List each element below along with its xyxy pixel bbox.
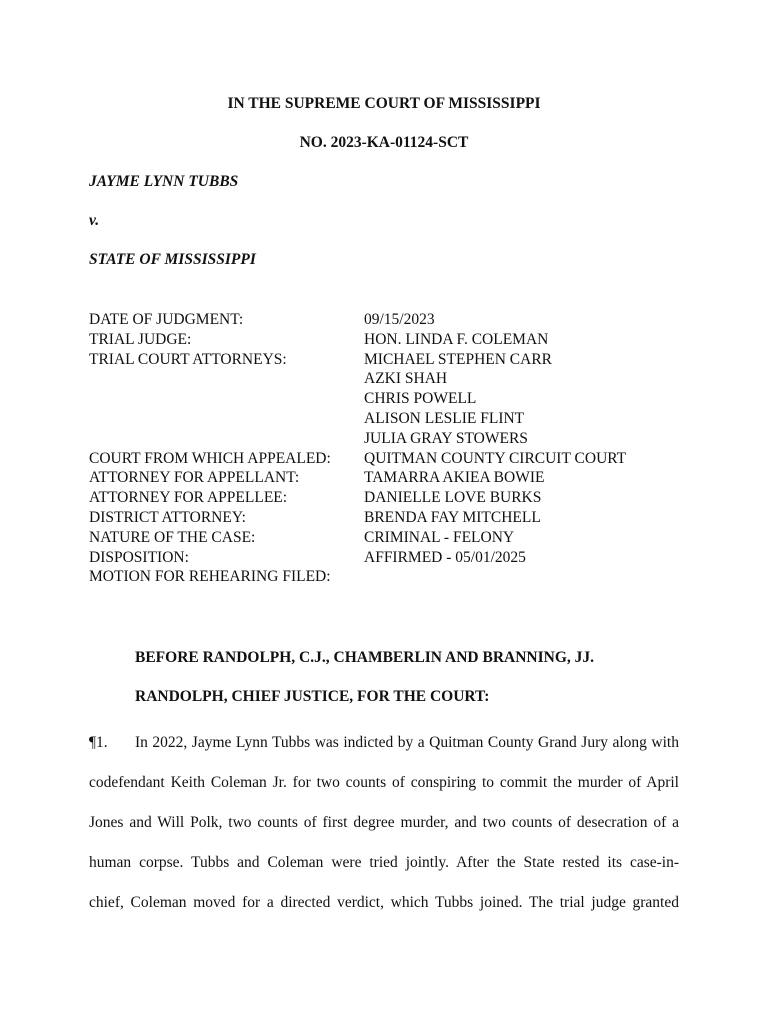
panel-before: BEFORE RANDOLPH, C.J., CHAMBERLIN AND BRANNING, JJ. — [135, 649, 594, 666]
info-label: DISTRICT ATTORNEY: — [89, 508, 246, 526]
info-row-trial-judge — [89, 330, 689, 350]
info-label: DISPOSITION: — [89, 548, 189, 566]
opinion-line: codefendant Keith Coleman Jr. for two counts of conspiring to commit the murder of April — [89, 774, 679, 791]
info-value: CHRIS POWELL — [364, 390, 477, 408]
info-row-district-attorney — [89, 508, 689, 528]
info-value: BRENDA FAY MITCHELL — [364, 508, 541, 526]
info-value: ALISON LESLIE FLINT — [364, 409, 525, 427]
info-value: QUITMAN COUNTY CIRCUIT COURT — [364, 449, 627, 467]
info-value: 09/15/2023 — [364, 311, 435, 328]
info-value: TAMARRA AKIEA BOWIE — [364, 469, 545, 487]
info-row-nature-of-case — [89, 528, 689, 548]
info-label: TRIAL COURT ATTORNEYS: — [89, 350, 287, 368]
paragraph-mark: ¶1. — [89, 734, 108, 751]
appellee-name: STATE OF MISSISSIPPI — [89, 251, 256, 268]
info-value: AZKI SHAH — [364, 370, 448, 388]
info-row-court-appealed — [89, 449, 689, 469]
info-row-disposition — [89, 548, 689, 568]
opinion-paragraph — [89, 723, 679, 923]
case-info-table — [89, 310, 689, 587]
info-row-attorney-appellant — [89, 468, 689, 488]
info-label: ATTORNEY FOR APPELLEE: — [89, 489, 288, 507]
opinion-line: In 2022, Jayme Lynn Tubbs was indicted by a Quitman County Grand Jury along with — [135, 734, 679, 751]
info-row-trial-court-attorneys — [89, 350, 689, 449]
info-row-motion-rehearing — [89, 567, 689, 587]
opinion-line: chief, Coleman moved for a directed verdict, which Tubbs joined. The trial judge granted — [89, 894, 679, 911]
info-label: MOTION FOR REHEARING FILED: — [89, 568, 331, 586]
info-label: TRIAL JUDGE: — [89, 330, 192, 348]
info-label: NATURE OF THE CASE: — [89, 528, 256, 546]
info-value: DANIELLE LOVE BURKS — [364, 489, 542, 507]
info-value: JULIA GRAY STOWERS — [364, 429, 528, 447]
appellant-name: JAYME LYNN TUBBS — [89, 173, 239, 190]
opinion-author: RANDOLPH, CHIEF JUSTICE, FOR THE COURT: — [135, 688, 490, 705]
case-number: NO. 2023-KA-01124-SCT — [299, 134, 469, 151]
opinion-line: Jones and Will Polk, two counts of first degree murder, and two counts of desecration of a — [89, 814, 679, 831]
court-heading: IN THE SUPREME COURT OF MISSISSIPPI — [227, 95, 541, 112]
info-value: HON. LINDA F. COLEMAN — [364, 330, 549, 348]
info-label: DATE OF JUDGMENT: — [89, 311, 244, 328]
info-label: COURT FROM WHICH APPEALED: — [89, 449, 331, 467]
info-row-date-of-judgment — [89, 310, 689, 330]
info-row-attorney-appellee — [89, 488, 689, 508]
info-value: CRIMINAL - FELONY — [364, 528, 515, 546]
info-value: AFFIRMED - 05/01/2025 — [364, 548, 526, 566]
info-label: ATTORNEY FOR APPELLANT: — [89, 469, 300, 487]
versus-marker: v. — [89, 212, 100, 229]
info-value: MICHAEL STEPHEN CARR — [364, 350, 553, 368]
opinion-line: human corpse. Tubbs and Coleman were tried jointly. After the State rested its case-in- — [89, 854, 679, 871]
